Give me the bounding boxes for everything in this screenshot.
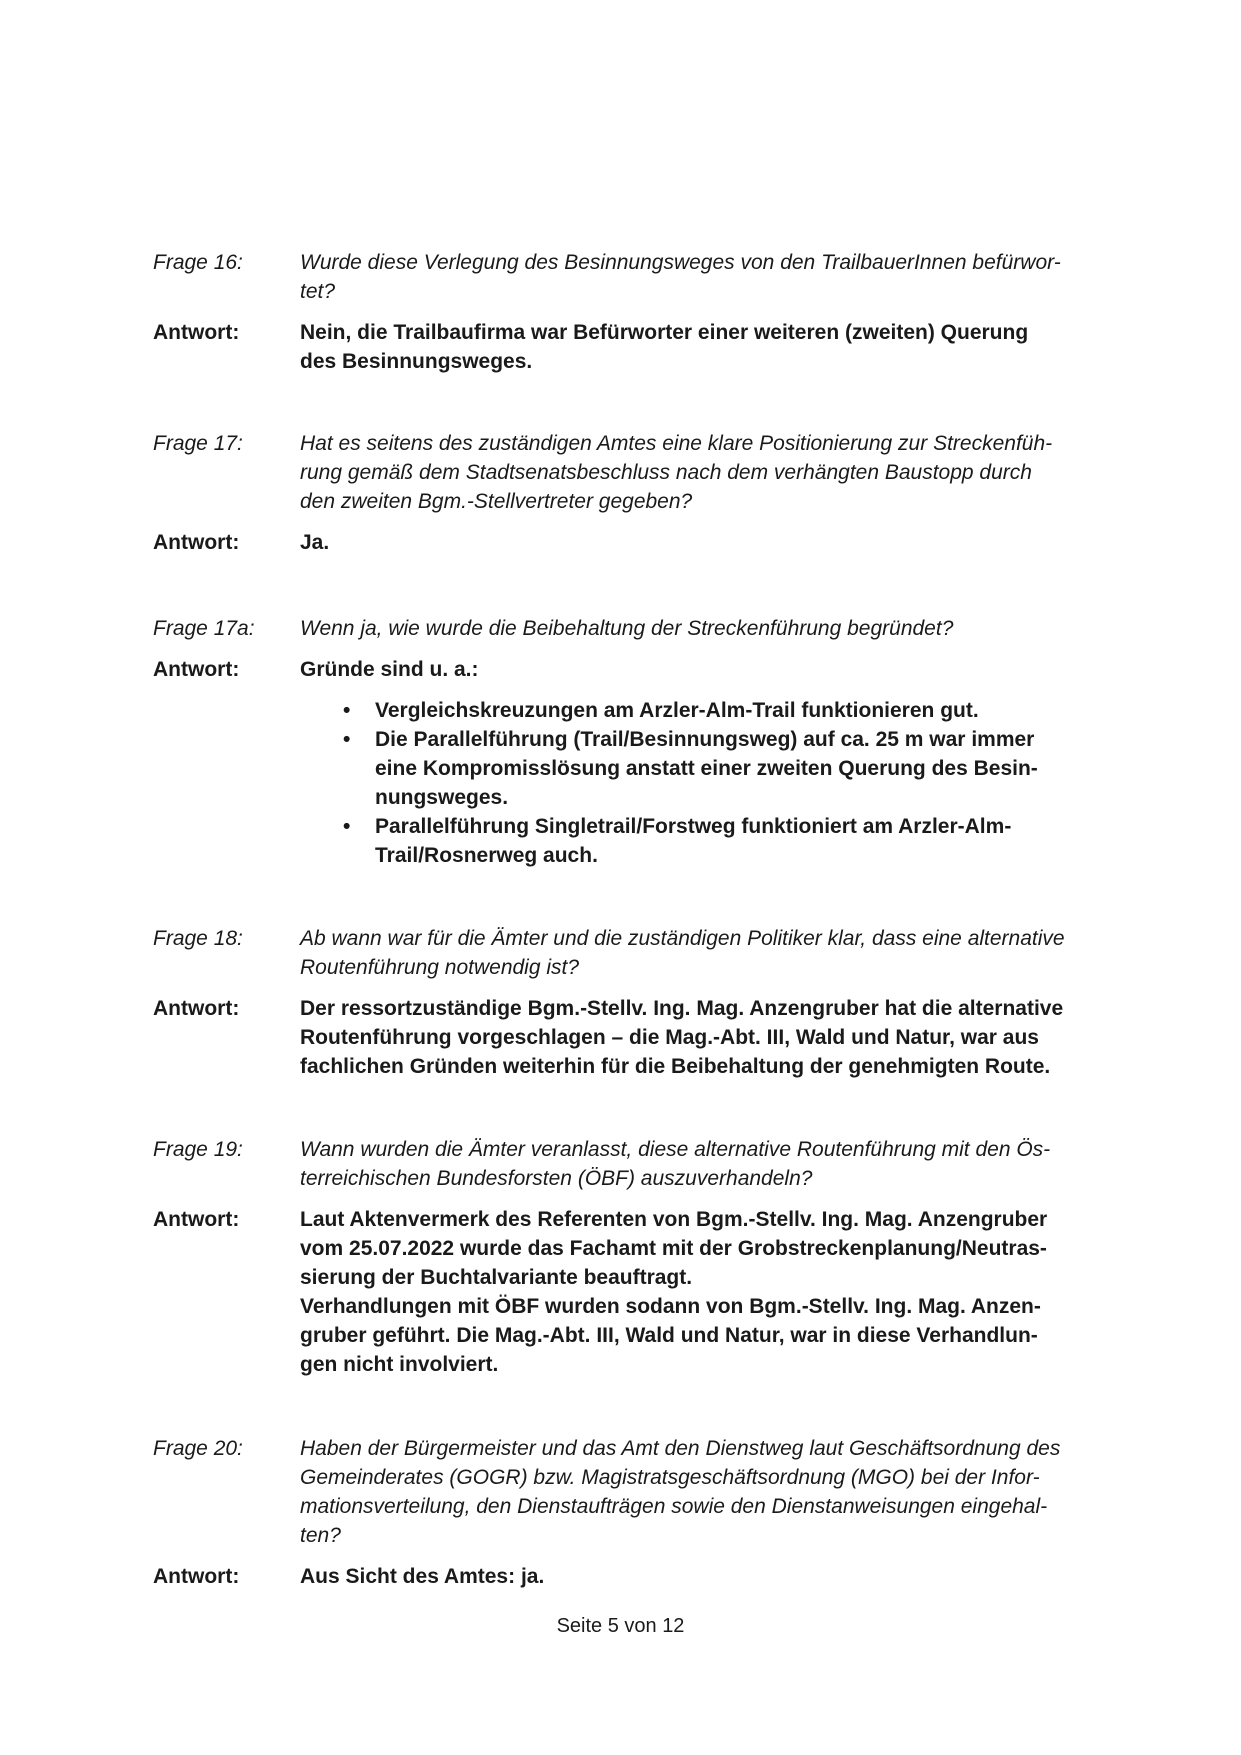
question-row	[153, 1135, 1143, 1193]
question-row	[153, 924, 1143, 982]
question-label: Frage 16:	[153, 251, 243, 274]
question-text: Ab wann war für die Ämter und die zuständigen Politiker klar, dass eine alternative Routenführung notwendig ist?	[300, 927, 1065, 979]
question-row	[153, 248, 1143, 306]
question-row	[153, 1434, 1143, 1550]
question-label: Frage 19:	[153, 1138, 243, 1161]
answer-label: Antwort:	[153, 658, 240, 681]
answer-row	[153, 655, 1143, 870]
list-item: • Vergleichskreuzungen am Arzler-Alm-Trail funktionieren gut.	[375, 696, 1143, 725]
answer-label: Antwort:	[153, 531, 240, 554]
answer-row	[153, 1562, 1143, 1591]
question-label: Frage 18:	[153, 927, 243, 950]
list-item: • Parallelführung Singletrail/Forstweg funktioniert am Arzler-Alm- Trail/Rosnerweg auch.	[375, 812, 1143, 870]
question-text: Wenn ja, wie wurde die Beibehaltung der Streckenführung begründet?	[300, 617, 954, 640]
question-label: Frage 20:	[153, 1437, 243, 1460]
question-label: Frage 17a:	[153, 617, 255, 640]
question-text: Hat es seitens des zuständigen Amtes eine klare Positionierung zur Streckenfüh- rung gemäß dem Stadtsenatsbeschluss nach dem verhängten Baustopp durch den zweiten Bgm.-Stellvertreter gegeben?	[300, 432, 1053, 513]
question-label: Frage 17:	[153, 432, 243, 455]
qa-block-19	[153, 1135, 1143, 1379]
answer-text: Aus Sicht des Amtes: ja.	[300, 1565, 545, 1588]
question-row	[153, 429, 1143, 516]
qa-block-16	[153, 248, 1143, 376]
qa-block-18	[153, 924, 1143, 1081]
question-text: Wurde diese Verlegung des Besinnungsweges von den TrailbauerInnen befürwor- tet?	[300, 251, 1061, 303]
answer-text: Nein, die Trailbaufirma war Befürworter einer weiteren (zweiten) Querung des Besinnungsweges.	[300, 321, 1029, 373]
answer-text: Der ressortzuständige Bgm.-Stellv. Ing. Mag. Anzengruber hat die alternative Routenführung vorgeschlagen – die Mag.-Abt. III, Wald und Natur, war aus fachlichen Gründen weiterhin für die Beibehaltung der genehmigten Route.	[300, 997, 1064, 1078]
qa-block-17a	[153, 614, 1143, 870]
answer-row	[153, 318, 1143, 376]
answer-row	[153, 528, 1143, 557]
question-row	[153, 614, 1143, 643]
answer-text: Gründe sind u. a.: • Vergleichskreuzungen am Arzler-Alm-Trail funktionieren gut. • Die Parallelführung (Trail/Besinnungsweg) auf ca. 25 m war immer eine Kompromisslösung anstatt einer zweiten Querung des Besin- nungsweges. • Parallelführung Singletrail/Forstweg funktioniert am Arzler-Alm- Trail/Rosnerweg auch.	[300, 655, 1143, 870]
qa-block-20	[153, 1434, 1143, 1591]
answer-label: Antwort:	[153, 321, 240, 344]
answer-label: Antwort:	[153, 1565, 240, 1588]
reasons-list	[300, 696, 1143, 870]
list-item: • Die Parallelführung (Trail/Besinnungsweg) auf ca. 25 m war immer eine Kompromisslösung anstatt einer zweiten Querung des Besin- nungsweges.	[375, 725, 1143, 812]
question-text: Haben der Bürgermeister und das Amt den Dienstweg laut Geschäftsordnung des Gemeinderates (GOGR) bzw. Magistratsgeschäftsordnung (MGO) bei der Infor- mationsverteilung, den Dienstaufträgen sowie den Dienstanweisungen eingehal- ten?	[300, 1437, 1061, 1547]
answer-text: Laut Aktenvermerk des Referenten von Bgm.-Stellv. Ing. Mag. Anzengruber vom 25.07.2022 wurde das Fachamt mit der Grobstreckenplanung/Neutras- sierung der Buchtalvariante beauftragt. Verhandlungen mit ÖBF wurden sodann von Bgm.-Stellv. Ing. Mag. Anzen- gruber geführt. Die Mag.-Abt. III, Wald und Natur, war in diese Verhandlun- gen nicht involviert.	[300, 1208, 1048, 1376]
answer-text: Ja.	[300, 531, 330, 554]
answer-label: Antwort:	[153, 1208, 240, 1231]
answer-label: Antwort:	[153, 997, 240, 1020]
answer-row	[153, 1205, 1143, 1379]
qa-block-17	[153, 429, 1143, 557]
question-text: Wann wurden die Ämter veranlasst, diese alternative Routenführung mit den Ös- terreichischen Bundesforsten (ÖBF) auszuverhandeln?	[300, 1138, 1051, 1190]
answer-row	[153, 994, 1143, 1081]
page-number: Seite 5 von 12	[556, 1615, 685, 1637]
